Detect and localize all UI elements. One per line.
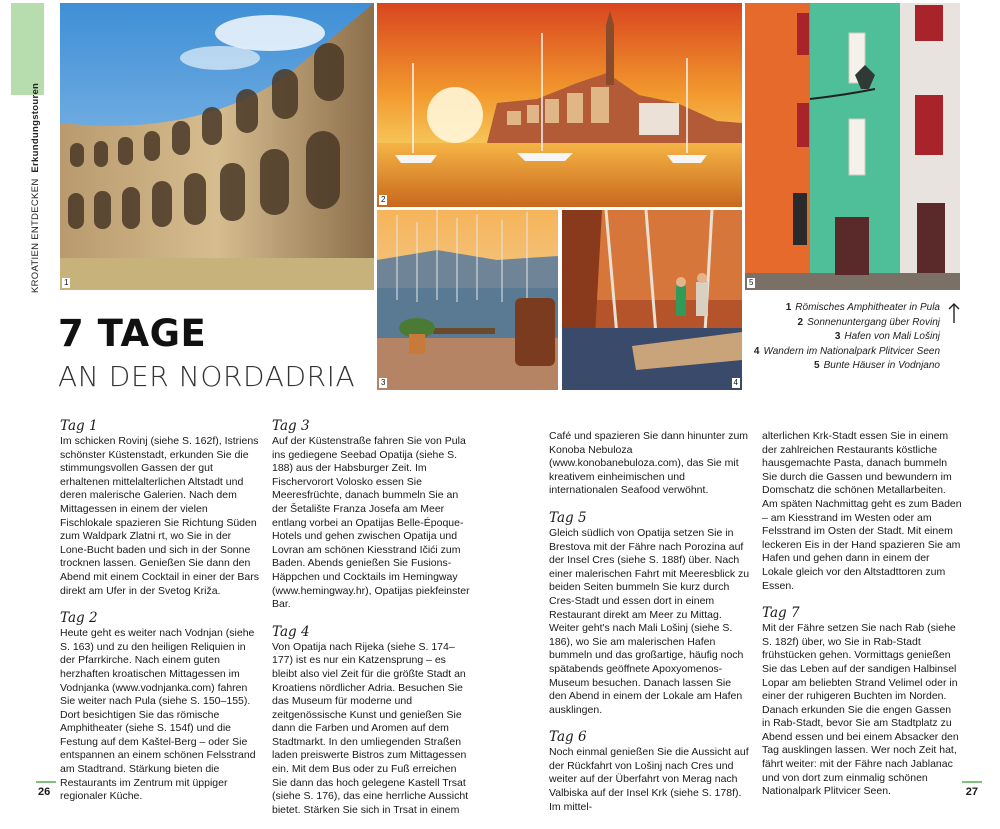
day-text-continued: Café und spazieren Sie dann hinunter zum Konoba Nebuloza (www.konobanebuloza.com), das Sie mit kreativem einheimischen und internationalen Seafood verwöhnt. [549, 430, 749, 497]
caption-item: 5 Bunte Häuser in Vodnjano [814, 360, 940, 371]
page-number-rule [36, 781, 56, 783]
caption-item: 1 Römisches Amphitheater in Pula [785, 302, 940, 313]
page-number-rule [962, 781, 982, 783]
arrow-up-icon [947, 302, 961, 324]
caption-item: 4 Wandern im Nationalpark Plitvicer Seen [753, 345, 940, 357]
page-subtitle: AN DER NORDADRIA [58, 360, 356, 393]
photo-number-2: 2 [381, 195, 386, 204]
section-label [30, 83, 41, 293]
day-text-continued: alterlichen Krk-Stadt essen Sie in einem der zahlreichen Restaurants köstliche hausgemachte Pasta, danach bummeln Sie durch die Gassen und bewundern im Domschatz die schönen Metallarbeiten. Am späten Nachmittag geht es zum Baden – am Kiesstrand im Westen oder am Felsstrand im Osten der Stadt. Mit einem leckeren Eis in der Hand spazieren Sie am Hafen und gehen dann in einem der Lokale gleich vor den Altstadttoren zum Essen. [762, 430, 962, 592]
page-number-right: 27 [965, 786, 978, 798]
section-label-bold: Erkundungstouren [30, 82, 41, 173]
text-column-1 [60, 418, 260, 816]
day-text: Im schicken Rovinj (siehe S. 162f), Istriens schönster Küstenstadt, erkunden Sie die stimmungsvollen Gassen der gut erhaltenen mittelalterlichen Altstadt und deren malerische Galerien. Nach dem Mittagessen in einem der vielen Fischlokale spazieren Sie Richtung Süden zum Waldpark Zlatni rt, wo Sie in der Lone-Bucht baden und sich in der Sonne trocknen lassen. Genießen Sie dann den Abend mit einem Cocktail in einer der Bars direkt am Ufer in der Svetog Križa. [60, 435, 260, 597]
day-text: Heute geht es weiter nach Vodnjan (siehe S. 163) und zu den heiligen Reliquien in der Pfarrkirche. Nach einem guten herzhaften kroatischen Mittagessen im Vodnjanka (www.vodnjanka.com) fahren Sie weiter nach Pula (siehe S. 150–155). Dort besichtigen Sie das römische Amphitheater (siehe S. 154f) und die Festung auf dem Kaštel-Berg – oder Sie entspannen an einem schönen Felsstrand am Stadtrand. Stärkung bieten die Restaurants im Zentrum mit üppiger regionaler Küche. [60, 627, 256, 803]
day-text: Mit der Fähre setzen Sie nach Rab (siehe S. 182f) über, wo Sie in Rab-Stadt frühstücken gehen. Vormittags genießen Sie das Leben auf der sandigen Halbinsel Lopar am beliebten Strand Velimel oder in einer der ruhigeren Buchten im Norden. Danach erkunden Sie die engen Gassen in Rab-Stadt, bevor Sie am Stadtplatz zu Abend essen und bei einem Absacker den Tag ausklingen lassen. Wer noch Zeit hat, fährt weiter: mit der Fähre nach Jablanac und von dort zum einmalig schönen Nationalpark Plitvicer Seen. [762, 622, 959, 798]
photo-hiking-plitvice [562, 210, 742, 390]
day-heading: Tag 1 [60, 418, 98, 434]
photo-colorful-houses [745, 3, 960, 290]
photo-harbor-mali-losinj [377, 210, 558, 390]
photo-number-5: 5 [749, 278, 754, 287]
day-heading: Tag 6 [549, 729, 587, 746]
photo-amphitheater-pula [60, 3, 374, 290]
photo-number-1: 1 [64, 278, 69, 287]
section-label-regular: KROATIEN ENTDECKEN [30, 178, 41, 293]
photo-captions [740, 301, 940, 374]
day-heading: Tag 4 [272, 623, 310, 640]
day-heading: Tag 2 [60, 610, 98, 627]
text-column-3 [549, 430, 751, 826]
photo-sunset-rovinj [377, 3, 742, 207]
page-number-left: 26 [38, 786, 51, 798]
day-heading: Tag 3 [272, 418, 310, 434]
day-heading: Tag 5 [549, 509, 587, 526]
page-title: 7 TAGE [58, 312, 207, 355]
day-text: Von Opatija nach Rijeka (siehe S. 174–177) ist es nur ein Katzensprung – es bleibt also viel Zeit für die größte Stadt an Kroatiens nördlicher Adria. Besuchen Sie das Museum für moderne und zeitgenössische Kunst und genießen Sie dann die Farben und Aromen auf dem Stadtmarkt. In den umliegenden Straßen laden preiswerte Bistros zum Mittagessen ein. Mit dem Bus oder zu Fuß erreichen Sie dann das hoch gelegene Kastell Trsat (siehe S. 176), das eine herrliche Aussicht bietet. Stärken Sie sich in Trsat in einem [272, 640, 469, 816]
day-heading: Tag 7 [762, 605, 800, 622]
chapter-tab [11, 3, 44, 95]
photo-number-3: 3 [381, 378, 386, 387]
day-text: Gleich südlich von Opatija setzen Sie in Brestova mit der Fähre nach Porozina auf der Insel Cres (siehe S. 188f) über. Nach einer malerischen Fahrt mit Meeresblick zu beiden Seiten bummeln Sie kurz durch Cres-Stadt und essen dort in einem Restaurant direkt am Meer zu Mittag. Weiter geht's nach Mali Lošinj (siehe S. 186), wo Sie am malerischen Hafen bummeln und das großartige, häufig noch spätabends geöffnete Apoxyomenos-Museum besuchen. Danach lassen Sie den Abend in einem der Lokale am Hafen ausklingen. [549, 526, 750, 716]
caption-item: 3 Hafen von Mali Lošinj [834, 331, 940, 342]
text-column-4 [762, 430, 962, 811]
day-text: Noch einmal genießen Sie die Aussicht auf der Rückfahrt von Lošinj nach Cres und weiter auf der Überfahrt von Merag nach Valbiska auf der Insel Krk (siehe S. 178f). Im mittel- [549, 746, 749, 813]
text-column-2 [272, 418, 472, 829]
photo-number-4: 4 [733, 378, 738, 387]
day-text: Auf der Küstenstraße fahren Sie von Pula ins gediegene Seebad Opatija (siehe S. 188) aus der Habsburger Zeit. Im Fischervorort Volosko essen Sie Meeresfrüchte, danach bummeln Sie an der Šetalište Franza Josefa am Meer entlang vorbei an Opatijas Belle-Époque-Hotels und gehen zwischen Opatija und Lovran am schönen Kiesstrand Ičići zum Baden. Abends genießen Sie Fusions-Häppchen und Cocktails im Hemingway (www.hemingway.hr), Opatijas piekfeinster Bar. [272, 435, 470, 611]
caption-item: 2 Sonnenuntergang über Rovinj [797, 316, 940, 328]
